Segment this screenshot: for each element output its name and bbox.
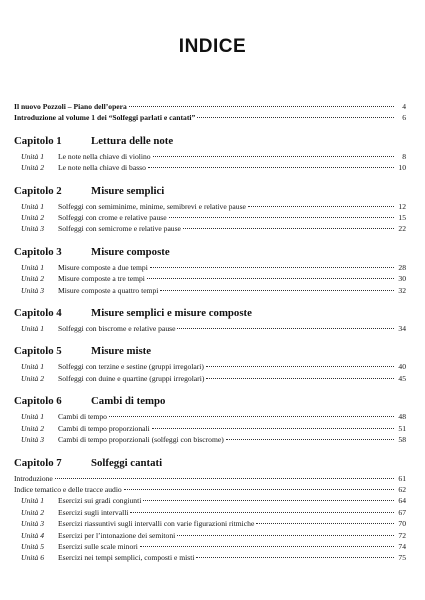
chapter-section: [14, 345, 406, 384]
entry-page: 30: [398, 274, 406, 284]
dot-leader: [109, 409, 394, 417]
toc-entry: [14, 112, 406, 123]
chapter-title: Misure composte: [91, 245, 170, 258]
entry-label: Misure composte a tre tempi: [58, 274, 145, 284]
chapter-title: Misure semplici: [91, 184, 165, 197]
chapter-number: Capitolo 5: [14, 345, 62, 358]
entry-page: 8: [402, 151, 406, 161]
unit-label: Unità 3: [21, 519, 44, 529]
unit-label: Unità 1: [21, 262, 44, 272]
dot-leader: [206, 359, 394, 367]
intro-section: [14, 101, 406, 124]
dot-leader: [147, 271, 394, 279]
unit-label: Unità 3: [21, 285, 44, 295]
dot-leader: [197, 110, 394, 118]
chapter-heading: [14, 457, 406, 469]
chapter-number: Capitolo 4: [14, 307, 62, 320]
entry-page: 58: [398, 435, 406, 445]
entry-label: Indice tematico e delle tracce audio: [14, 484, 122, 494]
entry-page: 6: [402, 113, 406, 123]
dot-leader: [129, 99, 394, 107]
entry-label: Cambi di tempo proporzionali: [58, 423, 150, 433]
entry-label: Il nuovo Pozzoli – Piano dell’opera: [14, 102, 127, 111]
entry-label: Le note nella chiave di basso: [58, 163, 146, 173]
entry-label: Introduzione: [14, 473, 53, 483]
unit-label: Unità 2: [21, 423, 44, 433]
unit-label: Unità 1: [21, 412, 44, 422]
chapter-section: [14, 246, 406, 296]
entry-label: Introduzione al volume 1 dei “Solfeggi parlati e cantati”: [14, 113, 196, 123]
dot-leader: [124, 482, 394, 490]
unit-label: Unità 3: [21, 435, 44, 445]
entry-label: Cambi di tempo: [58, 412, 107, 422]
entry-label: Solfeggi con terzine e sestine (gruppi irregolari): [58, 362, 204, 372]
unit-label: Unità 1: [21, 151, 44, 161]
entry-label: Le note nella chiave di violino: [58, 151, 151, 161]
entry-page: 40: [398, 362, 406, 372]
unit-label: Unità 4: [21, 530, 44, 540]
chapter-heading: [14, 307, 406, 319]
chapter-section: [14, 307, 406, 334]
entry-label: Solfeggi con biscrome e relative pause: [58, 324, 176, 334]
dot-leader: [55, 471, 394, 479]
chapter-section: [14, 135, 406, 174]
toc-entry: [14, 285, 406, 296]
entry-page: 22: [398, 224, 406, 234]
entry-label: Solfeggi con semicrome e relative pause: [58, 224, 181, 234]
entry-page: 61: [398, 473, 406, 483]
entry-label: Solfeggi con semiminime, minime, semibrevi e relative pause: [58, 201, 246, 211]
unit-label: Unità 6: [21, 553, 44, 563]
entry-label: Cambi di tempo proporzionali (solfeggi con biscrome): [58, 435, 224, 445]
chapter-title: Misure miste: [91, 345, 152, 358]
entry-page: 45: [398, 373, 406, 383]
entry-label: Esercizi sui gradi congiunti: [58, 496, 142, 506]
chapter-section: [14, 457, 406, 564]
entry-page: 75: [398, 553, 406, 563]
toc-entry: [14, 434, 406, 445]
entry-label: Solfeggi con duine e quartine (gruppi irregolari): [58, 373, 205, 383]
chapter-heading: [14, 345, 406, 357]
chapter-section: [14, 185, 406, 235]
entry-page: 67: [398, 507, 406, 517]
dot-leader: [248, 199, 394, 207]
table-of-contents: [14, 101, 406, 564]
entry-page: 74: [398, 541, 406, 551]
entry-label: Misure composte a due tempi: [58, 262, 148, 272]
toc-entry: [14, 323, 406, 334]
chapter-heading: [14, 135, 406, 147]
entry-page: 12: [398, 201, 406, 211]
chapter-number: Capitolo 2: [14, 184, 62, 197]
unit-label: Unità 1: [21, 496, 44, 506]
dot-leader: [256, 516, 394, 524]
dot-leader: [177, 321, 394, 329]
unit-label: Unità 2: [21, 213, 44, 223]
entry-label: Solfeggi con crome e relative pause: [58, 213, 167, 223]
entry-page: 64: [398, 496, 406, 506]
entry-label: Esercizi sulle scale minori: [58, 541, 138, 551]
dot-leader: [160, 283, 394, 291]
chapter-title: Misure semplici e misure composte: [91, 307, 252, 320]
entry-label: Esercizi sugli intervalli: [58, 507, 129, 517]
chapter-section: [14, 395, 406, 445]
dot-leader: [226, 432, 394, 440]
dot-leader: [183, 221, 394, 229]
chapter-number: Capitolo 6: [14, 395, 62, 408]
chapter-number: Capitolo 7: [14, 456, 62, 469]
unit-label: Unità 2: [21, 163, 44, 173]
entry-page: 32: [398, 285, 406, 295]
entry-page: 62: [398, 484, 406, 494]
entry-label: Esercizi nei tempi semplici, composti e misti: [58, 553, 195, 563]
dot-leader: [196, 550, 394, 558]
chapter-heading: [14, 185, 406, 197]
dot-leader: [153, 149, 394, 157]
unit-label: Unità 2: [21, 507, 44, 517]
entry-page: 4: [402, 102, 406, 111]
entry-page: 51: [398, 423, 406, 433]
entry-page: 72: [398, 530, 406, 540]
chapter-title: Cambi di tempo: [91, 395, 166, 408]
entry-label: Misure composte a quattro tempi: [58, 285, 159, 295]
toc-entry: [14, 162, 406, 173]
unit-label: Unità 1: [21, 324, 44, 334]
dot-leader: [143, 493, 394, 501]
unit-label: Unità 1: [21, 201, 44, 211]
entry-page: 28: [398, 262, 406, 272]
dot-leader: [148, 160, 394, 168]
entry-page: 70: [398, 519, 406, 529]
dot-leader: [206, 371, 394, 379]
dot-leader: [152, 421, 394, 429]
unit-label: Unità 2: [21, 274, 44, 284]
toc-entry: [14, 373, 406, 384]
entry-page: 34: [398, 324, 406, 334]
entry-page: 48: [398, 412, 406, 422]
dot-leader: [169, 210, 394, 218]
chapter-heading: [14, 246, 406, 258]
dot-leader: [177, 528, 394, 536]
entry-label: Esercizi riassuntivi sugli intervalli con varie figurazioni ritmiche: [58, 519, 255, 529]
chapter-number: Capitolo 3: [14, 245, 62, 258]
entry-page: 15: [398, 213, 406, 223]
chapter-title: Lettura delle note: [91, 134, 174, 147]
unit-label: Unità 3: [21, 224, 44, 234]
page-title: INDICE: [178, 36, 247, 57]
chapter-number: Capitolo 1: [14, 134, 62, 147]
unit-label: Unità 5: [21, 541, 44, 551]
entry-page: 10: [398, 163, 406, 173]
unit-label: Unità 2: [21, 373, 44, 383]
toc-entry: [14, 552, 406, 563]
dot-leader: [140, 539, 394, 547]
chapter-title: Solfeggi cantati: [91, 456, 163, 469]
chapter-heading: [14, 395, 406, 407]
unit-label: Unità 1: [21, 362, 44, 372]
toc-entry: [14, 223, 406, 234]
dot-leader: [150, 260, 394, 268]
dot-leader: [130, 505, 394, 513]
entry-label: Esercizi per l’intonazione dei semitoni: [58, 530, 176, 540]
